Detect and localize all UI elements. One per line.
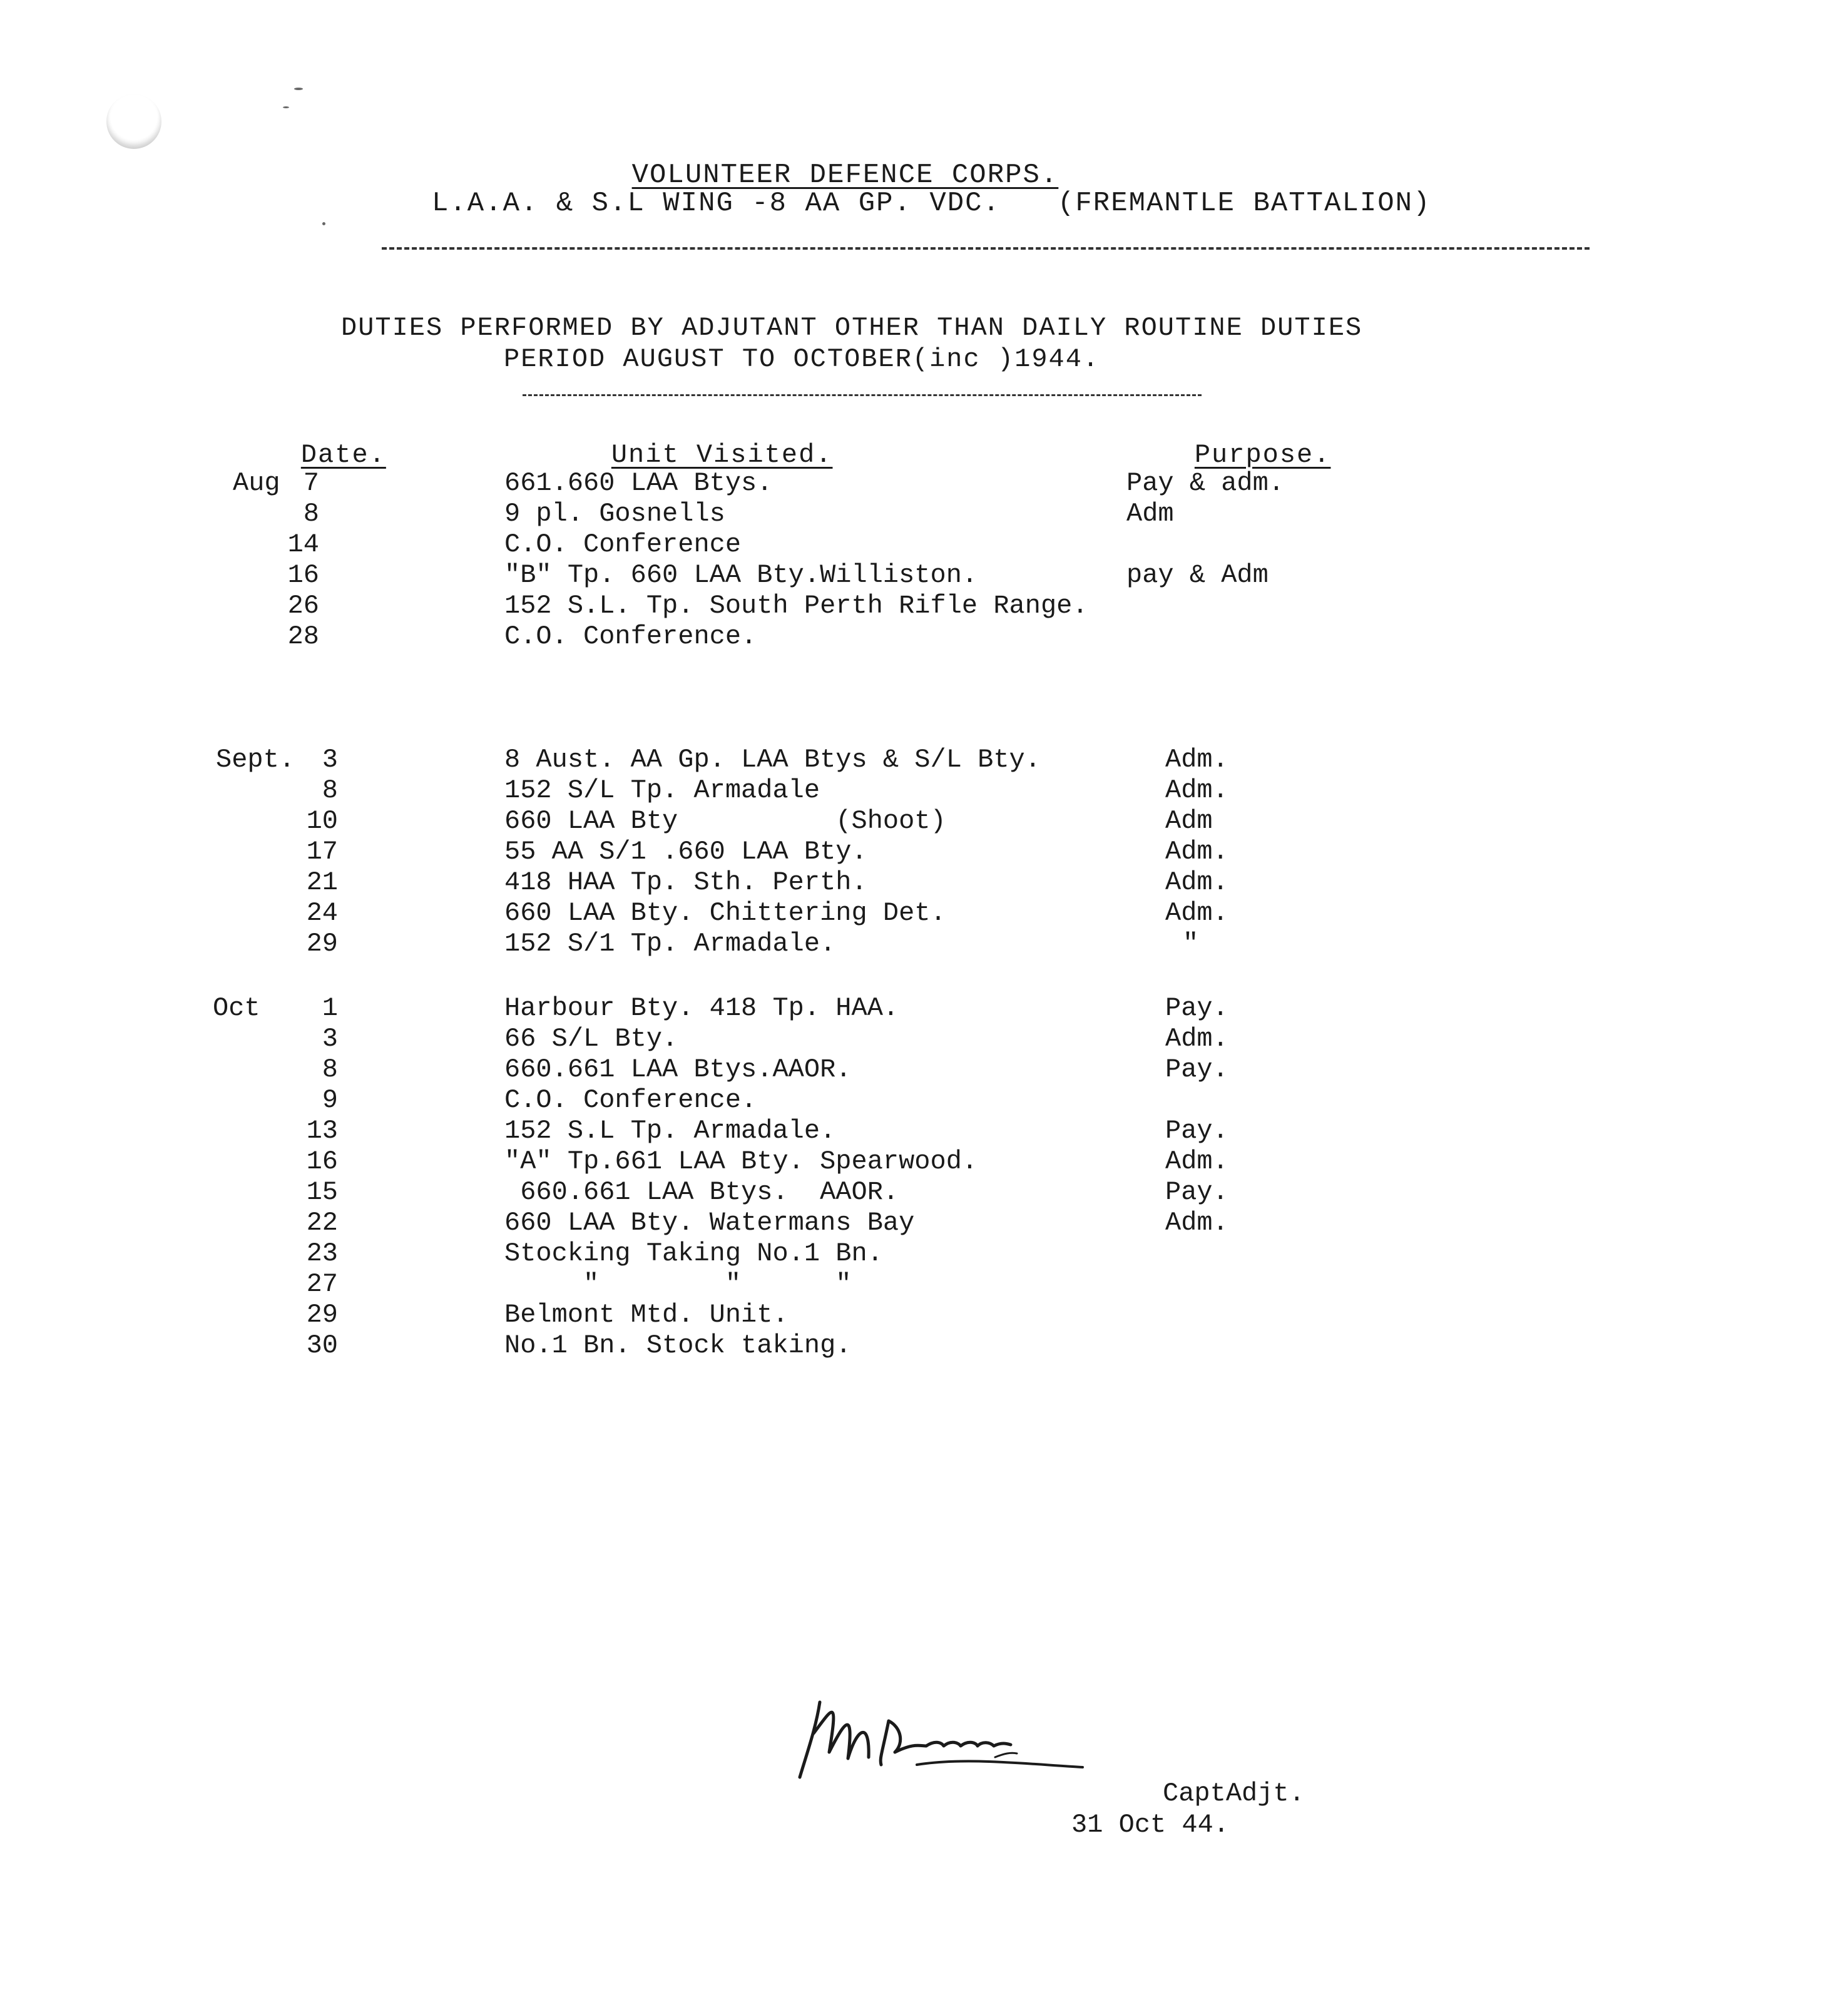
entry-purpose: Adm. xyxy=(1165,775,1228,805)
entry-day: 21 xyxy=(306,867,338,897)
list-item xyxy=(0,1146,1848,1178)
entry-unit: 152 S.L Tp. Armadale. xyxy=(504,1116,836,1146)
wing-line: L.A.A. & S.L WING -8 AA GP. VDC. xyxy=(432,188,1001,219)
list-item xyxy=(0,1300,1848,1331)
entry-day: 24 xyxy=(306,898,338,928)
entry-day: 29 xyxy=(306,929,338,959)
list-item xyxy=(0,1269,1848,1300)
list-item xyxy=(0,1330,1848,1362)
entry-unit: "A" Tp.661 LAA Bty. Spearwood. xyxy=(504,1146,978,1176)
paper-speck xyxy=(322,222,325,225)
list-item xyxy=(0,591,1848,622)
entry-unit: 660.661 LAA Btys. AAOR. xyxy=(504,1177,899,1207)
entry-day: 23 xyxy=(306,1238,338,1268)
entry-day: 28 xyxy=(287,621,319,651)
entry-purpose: Pay. xyxy=(1165,1116,1228,1146)
list-item xyxy=(0,1116,1848,1147)
paper-speck xyxy=(283,106,289,108)
entry-purpose: Pay. xyxy=(1165,1177,1228,1207)
entry-day: 30 xyxy=(306,1330,338,1360)
entry-purpose: Adm. xyxy=(1165,898,1228,928)
list-item xyxy=(0,898,1848,929)
unit-column-header: Unit Visited. xyxy=(611,440,833,470)
entry-day: 17 xyxy=(306,837,338,867)
entry-day: 8 xyxy=(303,499,319,529)
list-item xyxy=(0,1238,1848,1270)
entry-unit: C.O. Conference xyxy=(504,529,742,559)
entry-unit: 66 S/L Bty. xyxy=(504,1024,678,1054)
entry-day: 13 xyxy=(306,1116,338,1146)
entry-unit: C.O. Conference. xyxy=(504,621,757,651)
entry-day: 10 xyxy=(306,806,338,836)
entry-purpose: Adm. xyxy=(1165,867,1228,897)
punch-hole xyxy=(106,94,161,149)
entry-unit: 660 LAA Bty. Watermans Bay xyxy=(504,1208,915,1238)
entry-day: 16 xyxy=(306,1146,338,1176)
entry-unit: " " " xyxy=(504,1269,852,1299)
entry-month: Oct xyxy=(213,993,260,1023)
entry-purpose: Adm. xyxy=(1165,745,1228,775)
battalion-name: (FREMANTLE BATTALION) xyxy=(1058,188,1431,219)
entry-day: 16 xyxy=(287,560,319,590)
list-item xyxy=(0,867,1848,899)
entry-day: 27 xyxy=(306,1269,338,1299)
entry-purpose: " xyxy=(1183,929,1199,959)
header-divider xyxy=(382,247,1590,250)
entry-purpose: Adm. xyxy=(1165,837,1228,867)
entry-purpose: Pay. xyxy=(1165,993,1228,1023)
date-column-header: Date. xyxy=(300,440,386,470)
signatory-rank: CaptAdjt. xyxy=(1163,1778,1305,1809)
list-item xyxy=(0,993,1848,1024)
entry-unit: 661.660 LAA Btys. xyxy=(504,468,773,498)
list-item xyxy=(0,1085,1848,1116)
entry-unit: 55 AA S/1 .660 LAA Bty. xyxy=(504,837,867,867)
entry-day: 1 xyxy=(322,993,338,1023)
entry-unit: 660.661 LAA Btys.AAOR. xyxy=(504,1054,852,1084)
entry-unit: 8 Aust. AA Gp. LAA Btys & S/L Bty. xyxy=(504,745,1041,775)
list-item xyxy=(0,837,1848,868)
list-item xyxy=(0,499,1848,530)
entry-unit: 152 S/1 Tp. Armadale. xyxy=(504,929,836,959)
duties-heading: DUTIES PERFORMED BY ADJUTANT OTHER THAN DAILY ROUTINE DUTIES xyxy=(341,313,1363,343)
entry-day: 3 xyxy=(322,745,338,775)
list-item xyxy=(0,529,1848,561)
entry-unit: No.1 Bn. Stock taking. xyxy=(504,1330,852,1360)
entry-purpose: pay & Adm xyxy=(1126,560,1269,590)
entry-day: 29 xyxy=(306,1300,338,1330)
signature-date: 31 Oct 44. xyxy=(1071,1810,1230,1840)
entry-purpose: Adm. xyxy=(1165,1146,1228,1176)
entry-day: 14 xyxy=(287,529,319,559)
entry-unit: Belmont Mtd. Unit. xyxy=(504,1300,789,1330)
entry-unit: C.O. Conference. xyxy=(504,1085,757,1115)
purpose-column-header: Purpose. xyxy=(1194,440,1331,470)
entry-purpose: Adm. xyxy=(1165,1024,1228,1054)
entry-unit: 9 pl. Gosnells xyxy=(504,499,725,529)
entry-month: Sept. xyxy=(216,745,295,775)
entry-purpose: Adm. xyxy=(1165,1208,1228,1238)
entry-day: 7 xyxy=(303,468,319,498)
list-item xyxy=(0,806,1848,837)
entry-month: Aug xyxy=(233,468,280,498)
entry-unit: Harbour Bty. 418 Tp. HAA. xyxy=(504,993,899,1023)
entry-unit: Stocking Taking No.1 Bn. xyxy=(504,1238,883,1268)
entry-day: 15 xyxy=(306,1177,338,1207)
list-item xyxy=(0,560,1848,591)
entry-unit: 418 HAA Tp. Sth. Perth. xyxy=(504,867,867,897)
handwritten-signature xyxy=(795,1683,1095,1790)
entry-unit: 660 LAA Bty. Chittering Det. xyxy=(504,898,946,928)
list-item xyxy=(0,468,1848,499)
entry-purpose: Adm xyxy=(1165,806,1213,836)
list-item xyxy=(0,775,1848,807)
list-item xyxy=(0,1054,1848,1086)
entry-unit: 152 S/L Tp. Armadale xyxy=(504,775,820,805)
entry-day: 22 xyxy=(306,1208,338,1238)
entry-day: 3 xyxy=(322,1024,338,1054)
entry-unit: "B" Tp. 660 LAA Bty.Williston. xyxy=(504,560,978,590)
entry-unit: 660 LAA Bty (Shoot) xyxy=(504,806,946,836)
entry-day: 8 xyxy=(322,775,338,805)
entry-day: 8 xyxy=(322,1054,338,1084)
entry-purpose: Pay. xyxy=(1165,1054,1228,1084)
paper-speck xyxy=(294,88,303,90)
entry-purpose: Adm xyxy=(1126,499,1174,529)
period-heading: PERIOD AUGUST TO OCTOBER(inc )1944. xyxy=(504,344,1100,374)
list-item xyxy=(0,1177,1848,1208)
entry-day: 9 xyxy=(322,1085,338,1115)
entry-unit: 152 S.L. Tp. South Perth Rifle Range. xyxy=(504,591,1088,621)
list-item xyxy=(0,745,1848,776)
period-divider xyxy=(523,394,1202,396)
entry-purpose: Pay & adm. xyxy=(1126,468,1285,498)
list-item xyxy=(0,929,1848,960)
entry-day: 26 xyxy=(287,591,319,621)
org-title: VOLUNTEER DEFENCE CORPS. xyxy=(631,160,1059,191)
list-item xyxy=(0,1024,1848,1055)
list-item xyxy=(0,1208,1848,1239)
list-item xyxy=(0,621,1848,653)
